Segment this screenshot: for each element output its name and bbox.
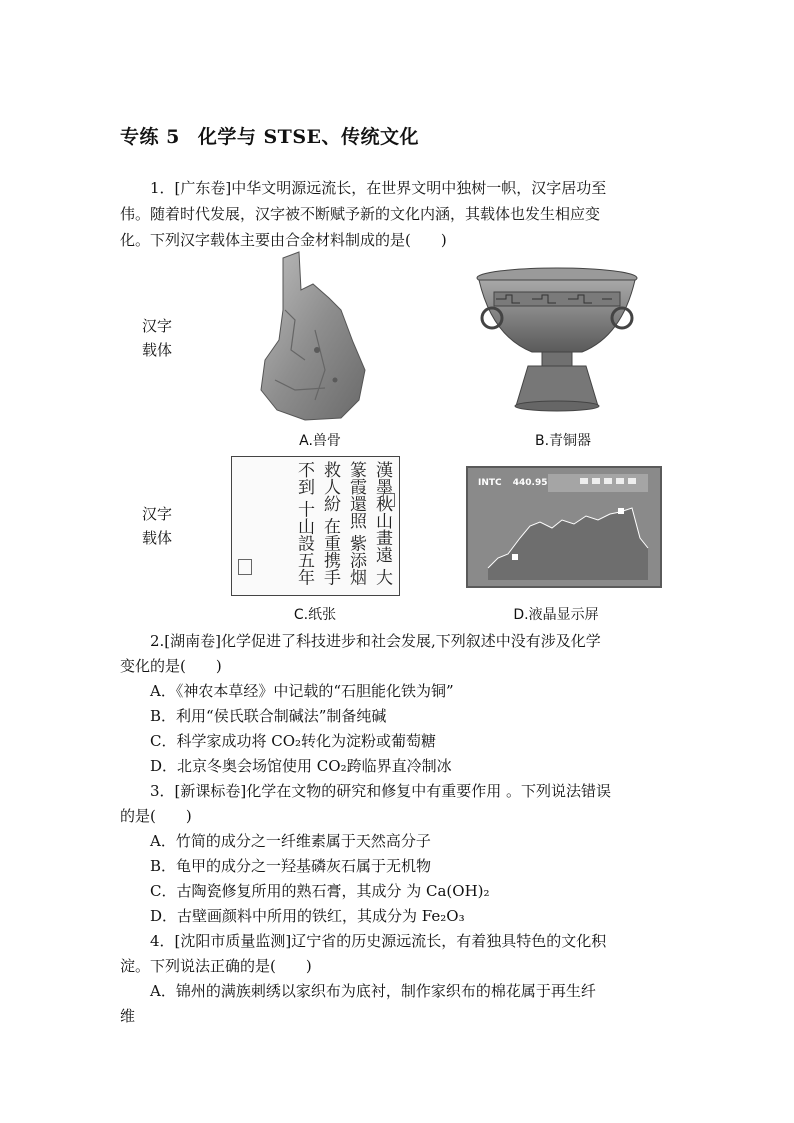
q3-line-2: 的是( ) [120,807,192,825]
q4-line-1: 4．[沈阳市质量监测]辽宁省的历史源远流长，有着独具特色的文化积 [150,932,607,950]
row-label-text: 汉字载体 [142,505,173,547]
bronze-vessel-image [472,266,642,412]
q3-option: A．竹简的成分之一纤维素属于天然高分子 [150,832,431,850]
option-d-caption: D.液晶显示屏 [513,607,599,623]
q1-line-2: 伟。随着时代发展，汉字被不断赋予新的文化内涵，其载体也发生相应变 [120,205,601,223]
q3-line-1: 3．[新课标卷]化学在文物的研究和修复中有重要作用 。下列说法错误 [150,782,612,800]
seal-stamp [383,493,395,507]
q2-option: A．《神农本草经》中记载的“石胆能化铁为铜” [150,682,454,700]
q1-line-3: 化。下列汉字载体主要由合金材料制成的是( ) [120,231,447,249]
q4-option-a-line-1: A．锦州的满族刺绣以家织布为底衬，制作家织布的棉花属于再生纤 [150,982,596,1000]
q4-line-2: 淀。下列说法正确的是( ) [120,957,312,975]
q2-option: D．北京冬奥会场馆使用 CO₂跨临界直冷制冰 [150,757,452,775]
option-b-caption: B.青铜器 [534,433,592,449]
calligraphy-column: 在重携手不到 [294,461,340,586]
ticker-price: 440.95 [512,478,548,488]
title-number: 专练 5 [120,126,180,148]
row-label-text: 汉字载体 [142,317,173,359]
q1-line-1: 1．[广东卷]中华文明源远流长，在世界文明中独树一帜，汉字居功至 [150,179,607,197]
calligraphy-column: 漢墨秋山畫遠 [372,461,392,563]
calligraphy-column: 紫添烟救人紛 [320,461,366,586]
seal-stamp [238,559,252,575]
option-c-caption: C.纸张 [293,607,337,623]
calligraphy-column: 大篆霞還照 [346,461,392,586]
q3-option: B．龟甲的成分之一羟基磷灰石属于无机物 [150,857,432,875]
q2-option: B．利用“侯氏联合制碱法”制备纯碱 [150,707,387,725]
title-text: 化学与 STSE、传统文化 [197,126,420,148]
calligraphy-paper-image [231,456,400,596]
q3-option: D．古壁画颜料中所用的铁红，其成分为 Fe₂O₃ [150,907,465,925]
row-label-2 [142,502,176,550]
option-a-caption: A.兽骨 [299,433,341,449]
q2-line-1: 2.[湖南卷]化学促进了科技进步和社会发展,下列叙述中没有涉及化学 [150,632,601,650]
lcd-screen-image [466,466,662,588]
calligraphy-column: 十山設五年 [294,500,314,586]
q2-line-2: 变化的是( ) [120,657,222,675]
stock-chart [468,468,660,586]
row-label-1 [142,314,176,362]
q4-option-a-line-2: 维 [120,1007,136,1025]
page-title [120,122,419,149]
ticker-symbol: INTC [478,478,502,488]
oracle-bone-image [255,250,370,422]
q2-option: C．科学家成功将 CO₂转化为淀粉或葡萄糖 [150,732,437,750]
q3-option: C．古陶瓷修复所用的熟石膏，其成分 为 Ca(OH)₂ [150,882,490,900]
